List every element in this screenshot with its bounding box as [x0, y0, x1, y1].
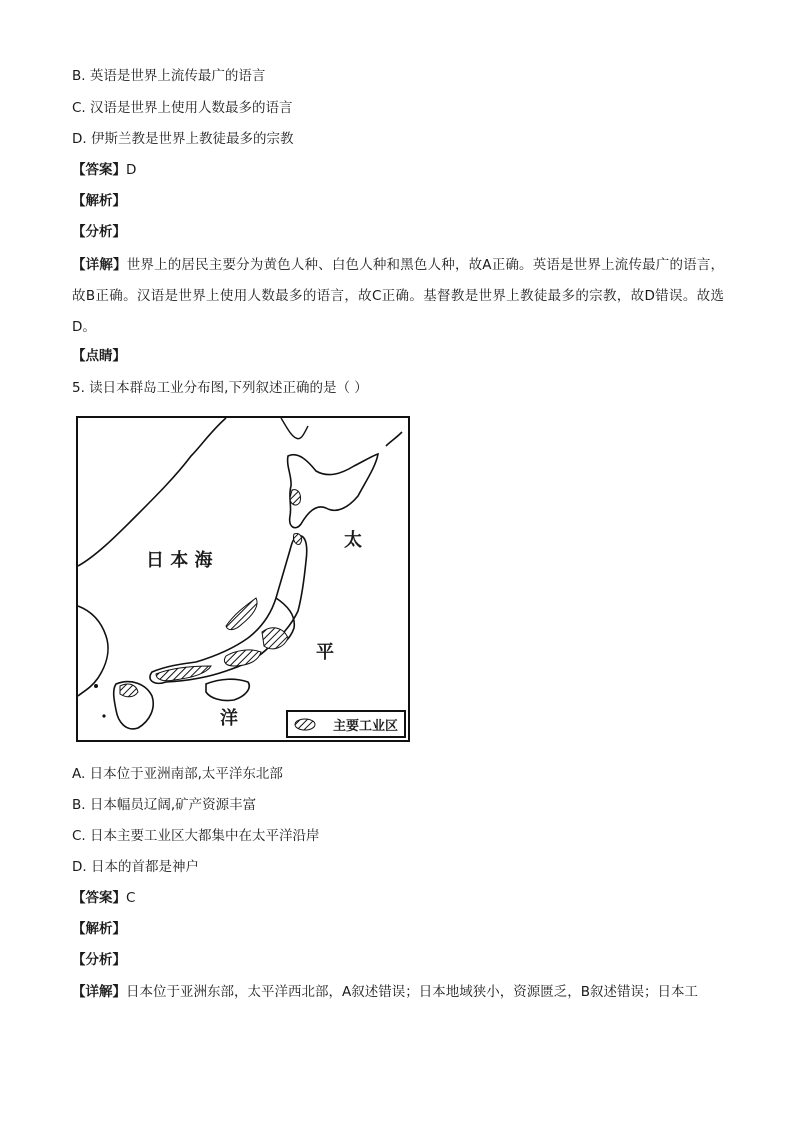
q5-option-b: B. 日本幅员辽阔,矿产资源丰富 [72, 797, 257, 813]
pacific-label-char-2: 平 [316, 642, 334, 663]
q5-option-c: C. 日本主要工业区大都集中在太平洋沿岸 [72, 828, 320, 844]
q4-option-d: D. 伊斯兰教是世界上教徒最多的宗教 [72, 131, 294, 147]
q4-option-c: C. 汉语是世界上使用人数最多的语言 [72, 100, 293, 116]
legend-hatch-swatch [294, 718, 316, 731]
q4-comment-tag: 【点睛】 [72, 348, 126, 364]
pacific-label-char-1: 太 [344, 530, 362, 551]
answer-tag: 【答案】 [72, 162, 126, 178]
q5-answer [72, 888, 135, 908]
japan-industry-map [76, 416, 410, 742]
legend-label: 主要工业区 [332, 718, 398, 734]
answer-value: C [126, 890, 136, 906]
q5-fenxi-tag: 【分析】 [72, 952, 126, 968]
answer-value: D [126, 162, 137, 178]
industry-north-honshu [293, 534, 301, 545]
industry-hokkaido [290, 490, 301, 505]
q5-option-d: D. 日本的首都是神户 [72, 859, 199, 875]
q4-detail [72, 250, 724, 343]
q5-option-a: A. 日本位于亚洲南部,太平洋东北部 [72, 766, 283, 782]
detail-text: 世界上的居民主要分为黄色人种、白色人种和黑色人种，故A正确。英语是世界上流传最广的语言，故B正确。汉语是世界上使用人数最多的语言，故C正确。基督教是世界上教徒最多的宗教，故D错误。故选D。 [72, 257, 725, 335]
q5-stem: 5. 读日本群岛工业分布图,下列叙述正确的是（ ） [72, 380, 368, 396]
q4-analysis-tag: 【解析】 [72, 193, 126, 209]
q4-fenxi-tag: 【分析】 [72, 224, 126, 240]
q5-detail [72, 982, 724, 1002]
detail-tag: 【详解】 [72, 984, 126, 1000]
map-drawing [76, 416, 410, 742]
q5-analysis-tag: 【解析】 [72, 921, 126, 937]
map-legend [286, 710, 406, 738]
q4-answer [72, 160, 136, 180]
answer-tag: 【答案】 [72, 890, 126, 906]
pacific-label-char-3: 洋 [220, 708, 238, 729]
detail-tag: 【详解】 [72, 257, 127, 273]
q4-option-b: B. 英语是世界上流传最广的语言 [72, 68, 266, 84]
sea-of-japan-label: 日 本 海 [146, 550, 213, 571]
detail-text: 日本位于亚洲东部，太平洋西北部，A叙述错误；日本地域狭小，资源匮乏，B叙述错误；日本工 [126, 984, 698, 1000]
